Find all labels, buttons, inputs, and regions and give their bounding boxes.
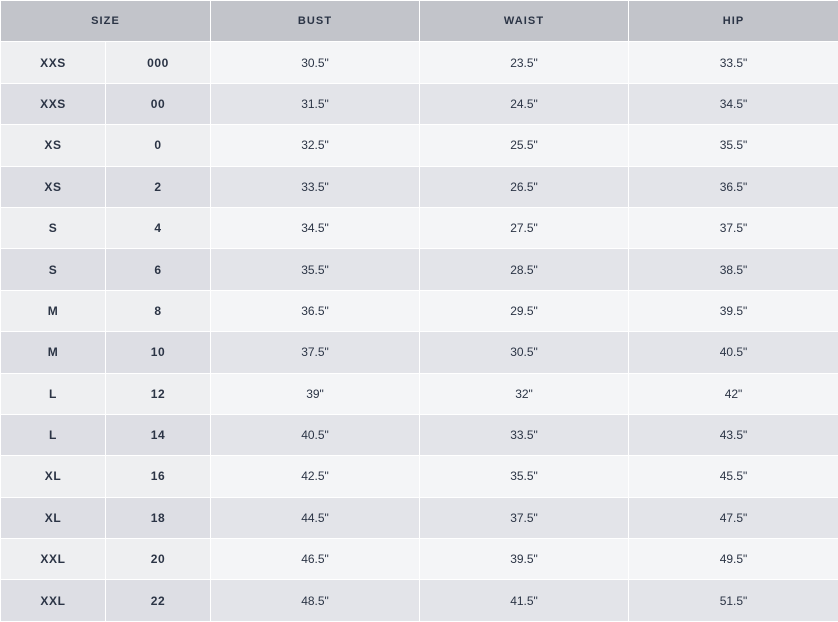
table-row — [1, 373, 838, 414]
header-row — [1, 1, 838, 42]
table-row — [1, 414, 838, 455]
cell-bust: 48.5" — [211, 580, 420, 621]
cell-waist: 28.5" — [420, 249, 629, 290]
cell-bust: 36.5" — [211, 290, 420, 331]
cell-size-numeric: 4 — [106, 207, 211, 248]
cell-bust: 34.5" — [211, 207, 420, 248]
cell-bust: 35.5" — [211, 249, 420, 290]
cell-hip: 38.5" — [629, 249, 838, 290]
cell-waist: 25.5" — [420, 125, 629, 166]
cell-size-alpha: XXS — [1, 83, 106, 124]
cell-waist: 24.5" — [420, 83, 629, 124]
cell-size-numeric: 16 — [106, 456, 211, 497]
cell-size-numeric: 0 — [106, 125, 211, 166]
cell-waist: 29.5" — [420, 290, 629, 331]
cell-bust: 31.5" — [211, 83, 420, 124]
table-row — [1, 83, 838, 124]
cell-size-alpha: XL — [1, 456, 106, 497]
cell-hip: 36.5" — [629, 166, 838, 207]
table-row — [1, 125, 838, 166]
cell-bust: 40.5" — [211, 414, 420, 455]
table-row — [1, 539, 838, 580]
cell-size-numeric: 8 — [106, 290, 211, 331]
table-row — [1, 456, 838, 497]
cell-waist: 41.5" — [420, 580, 629, 621]
table-row — [1, 42, 838, 83]
cell-hip: 45.5" — [629, 456, 838, 497]
cell-waist: 23.5" — [420, 42, 629, 83]
table-row — [1, 332, 838, 373]
table-row — [1, 249, 838, 290]
cell-size-alpha: L — [1, 414, 106, 455]
cell-hip: 51.5" — [629, 580, 838, 621]
cell-hip: 42" — [629, 373, 838, 414]
cell-waist: 35.5" — [420, 456, 629, 497]
cell-hip: 35.5" — [629, 125, 838, 166]
cell-size-numeric: 00 — [106, 83, 211, 124]
cell-size-alpha: M — [1, 332, 106, 373]
column-header-size: SIZE — [1, 1, 211, 42]
cell-hip: 43.5" — [629, 414, 838, 455]
cell-waist: 30.5" — [420, 332, 629, 373]
cell-waist: 27.5" — [420, 207, 629, 248]
cell-waist: 39.5" — [420, 539, 629, 580]
table-header — [1, 1, 838, 42]
table-row — [1, 580, 838, 621]
cell-size-numeric: 10 — [106, 332, 211, 373]
column-header-hip: HIP — [629, 1, 838, 42]
cell-waist: 37.5" — [420, 497, 629, 538]
cell-size-alpha: S — [1, 207, 106, 248]
cell-bust: 44.5" — [211, 497, 420, 538]
table-row — [1, 166, 838, 207]
column-header-waist: WAIST — [420, 1, 629, 42]
column-header-bust: BUST — [211, 1, 420, 42]
cell-size-alpha: XL — [1, 497, 106, 538]
cell-hip: 39.5" — [629, 290, 838, 331]
cell-bust: 32.5" — [211, 125, 420, 166]
cell-waist: 33.5" — [420, 414, 629, 455]
cell-size-numeric: 6 — [106, 249, 211, 290]
cell-hip: 37.5" — [629, 207, 838, 248]
cell-bust: 37.5" — [211, 332, 420, 373]
table-row — [1, 207, 838, 248]
table-row — [1, 497, 838, 538]
cell-bust: 46.5" — [211, 539, 420, 580]
cell-size-numeric: 22 — [106, 580, 211, 621]
cell-size-alpha: M — [1, 290, 106, 331]
cell-size-alpha: XS — [1, 166, 106, 207]
cell-waist: 32" — [420, 373, 629, 414]
cell-size-numeric: 14 — [106, 414, 211, 455]
cell-bust: 33.5" — [211, 166, 420, 207]
cell-hip: 33.5" — [629, 42, 838, 83]
table-row — [1, 290, 838, 331]
cell-hip: 49.5" — [629, 539, 838, 580]
cell-size-numeric: 20 — [106, 539, 211, 580]
cell-size-alpha: XS — [1, 125, 106, 166]
cell-waist: 26.5" — [420, 166, 629, 207]
cell-size-numeric: 000 — [106, 42, 211, 83]
cell-bust: 30.5" — [211, 42, 420, 83]
cell-size-alpha: S — [1, 249, 106, 290]
cell-size-numeric: 18 — [106, 497, 211, 538]
cell-size-alpha: XXL — [1, 539, 106, 580]
cell-size-alpha: L — [1, 373, 106, 414]
cell-size-alpha: XXL — [1, 580, 106, 621]
cell-bust: 42.5" — [211, 456, 420, 497]
cell-hip: 34.5" — [629, 83, 838, 124]
cell-size-alpha: XXS — [1, 42, 106, 83]
cell-size-numeric: 12 — [106, 373, 211, 414]
table-body — [1, 42, 838, 621]
cell-hip: 47.5" — [629, 497, 838, 538]
cell-hip: 40.5" — [629, 332, 838, 373]
cell-size-numeric: 2 — [106, 166, 211, 207]
cell-bust: 39" — [211, 373, 420, 414]
